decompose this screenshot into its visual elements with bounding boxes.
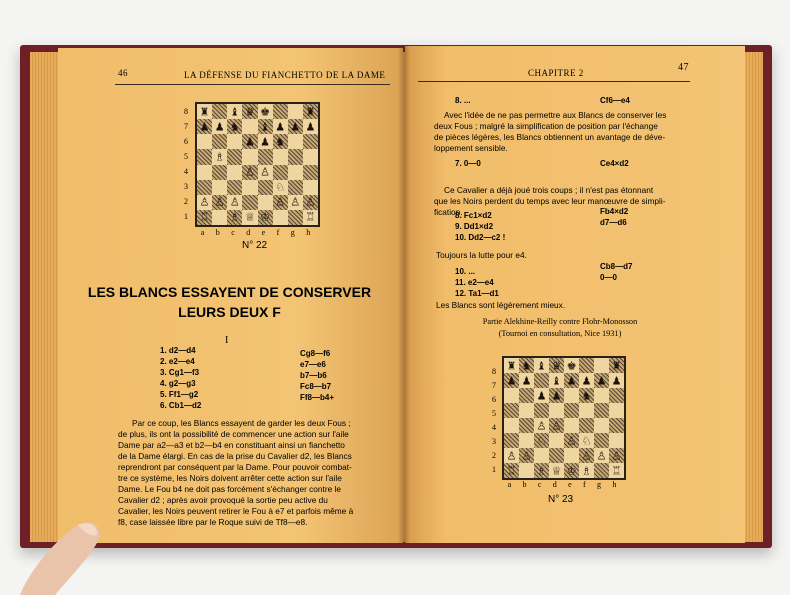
- move-line: Fc8—b7: [300, 382, 332, 391]
- board-square: [609, 388, 624, 403]
- move-line: Cg8—f6: [300, 349, 331, 358]
- moves-block-1-black: Fb4×d2 d7—d6: [600, 207, 629, 227]
- board-square: [227, 165, 242, 180]
- section-title-line-2: LEURS DEUX F: [178, 304, 281, 320]
- board-square: [227, 104, 242, 119]
- chess-diagram-23: [502, 356, 626, 480]
- board-square: [519, 358, 534, 373]
- chess-piece-icon: ♛: [551, 359, 562, 372]
- board-square: [579, 433, 594, 448]
- move-line: 8. ...: [455, 96, 471, 105]
- board-square: [258, 195, 273, 210]
- chess-piece-icon: ♟: [305, 120, 316, 134]
- board-square: [212, 149, 227, 164]
- chess-piece-icon: ♙: [566, 434, 577, 447]
- chess-piece-icon: ♙: [199, 195, 210, 209]
- board-square: [227, 195, 242, 210]
- board-square: [258, 149, 273, 164]
- chess-piece-icon: ♜: [305, 105, 316, 119]
- chess-piece-icon: ♚: [260, 105, 270, 119]
- chess-piece-icon: ♞: [275, 135, 286, 149]
- board-square: [579, 388, 594, 403]
- chess-piece-icon: ♝: [260, 120, 270, 134]
- chess-piece-icon: ♞: [521, 359, 532, 372]
- board-square: [549, 358, 564, 373]
- chess-piece-icon: ♖: [305, 210, 316, 224]
- chess-piece-icon: ♟: [245, 135, 255, 149]
- diagram-23-ranks: 8 7 6 5 4 3 2 1: [492, 366, 496, 474]
- board-square: [212, 165, 227, 180]
- board-square: [564, 403, 579, 418]
- chess-piece-icon: ♗: [214, 150, 225, 164]
- board-square: [227, 180, 242, 195]
- board-square: [549, 388, 564, 403]
- chess-piece-icon: ♝: [551, 374, 562, 387]
- chess-piece-icon: ♘: [275, 180, 286, 194]
- board-square: [303, 134, 318, 149]
- board-square: [504, 463, 519, 478]
- board-square: [609, 403, 624, 418]
- chess-piece-icon: ♙: [596, 449, 607, 462]
- board-square: [258, 165, 273, 180]
- chess-piece-icon: ♞: [581, 389, 592, 402]
- board-square: [534, 358, 549, 373]
- section-title-line-1: LES BLANCS ESSAYENT DE CONSERVER: [87, 284, 372, 300]
- board-square: [564, 388, 579, 403]
- board-square: [242, 210, 257, 225]
- board-square: [197, 134, 212, 149]
- chess-piece-icon: ♖: [506, 464, 517, 477]
- chess-piece-icon: ♟: [611, 374, 622, 387]
- board-square: [594, 373, 609, 388]
- board-square: [303, 165, 318, 180]
- evaluation-note: Les Blancs sont légèrement mieux.: [436, 300, 566, 310]
- board-square: [212, 119, 227, 134]
- move-line: 1. d2—d4: [160, 346, 196, 355]
- chess-piece-icon: ♙: [521, 449, 532, 462]
- diagram-23-files: a b c d e f g h: [507, 480, 617, 489]
- diagram-23-number: N° 23: [548, 494, 574, 505]
- struggle-note: Toujours la lutte pour e4.: [436, 250, 527, 260]
- board-square: [227, 119, 242, 134]
- board-square: [564, 418, 579, 433]
- book-gutter: [398, 46, 410, 544]
- board-square: [273, 210, 288, 225]
- chess-piece-icon: ♖: [199, 210, 210, 224]
- chess-piece-icon: ♙: [506, 449, 517, 462]
- board-square: [609, 433, 624, 448]
- move-line: 6. Cb1—d2: [160, 401, 202, 410]
- board-square: [258, 119, 273, 134]
- board-square: [212, 180, 227, 195]
- board-square: [519, 463, 534, 478]
- board-square: [594, 433, 609, 448]
- board-square: [609, 463, 624, 478]
- board-square: [303, 119, 318, 134]
- board-square: [197, 195, 212, 210]
- board-square: [519, 403, 534, 418]
- chess-piece-icon: ♕: [551, 464, 562, 477]
- diagram-22-ranks: 8 7 6 5 4 3 2 1: [184, 107, 188, 221]
- moves-white-column: [160, 345, 201, 411]
- move-line: 5. Ff1—g2: [160, 390, 199, 399]
- board-square: [258, 210, 273, 225]
- chess-piece-icon: ♛: [245, 105, 255, 119]
- chess-piece-icon: ♚: [566, 359, 577, 372]
- board-square: [594, 418, 609, 433]
- board-square: [288, 149, 303, 164]
- chess-piece-icon: ♟: [506, 374, 517, 387]
- move-line: 7. 0—0: [455, 159, 481, 168]
- chess-piece-icon: ♘: [581, 434, 592, 447]
- board-square: [197, 104, 212, 119]
- board-square: [609, 358, 624, 373]
- right-header-rule: [418, 81, 690, 82]
- board-square: [288, 195, 303, 210]
- board-square: [504, 373, 519, 388]
- move-line: Cf6—e4: [600, 96, 630, 105]
- board-square: [579, 418, 594, 433]
- board-square: [212, 134, 227, 149]
- chess-piece-icon: ♙: [214, 195, 225, 209]
- board-square: [303, 210, 318, 225]
- right-paragraph-2: Ce Cavalier a déjà joué trois coups ; il n'est pas étonnant que les Noirs perdent du temps avec leur manœuvre de simpli- fication.: [434, 185, 666, 217]
- left-paragraph: Par ce coup, les Blancs essayent de garder les deux Fous ; de plus, ils ont la possibilité de commencer une action sur l'aile Dame par a2—a3 et b2—b4 en constituant ainsi un fianchetto de la Dame élargi. En cas de la prise du Cavalier d2, les Blancs reprendront par conséquent par la Dame. Pour pouvoir combat- tre ce système, les Noirs doivent arrêter cette action sur l'aile Dame. Le Fou b4 ne doit pas forcément s'échanger contre le Cavalier d2 ; après avoir provoqué la sortie peu active du Cavalier, les Noirs peuvent retirer le Fou à e7 et parfois même à f8, case laissée libre par le Roque suivi de Tf8—e8.: [118, 418, 354, 527]
- finger-image: [0, 515, 105, 595]
- right-page-number: 47: [678, 62, 689, 73]
- board-square: [242, 195, 257, 210]
- left-running-header: LA DÉFENSE DU FIANCHETTO DE LA DAME: [184, 70, 386, 80]
- board-square: [519, 433, 534, 448]
- board-square: [549, 448, 564, 463]
- board-square: [534, 418, 549, 433]
- move-line: e7—e6: [300, 360, 326, 369]
- board-square: [504, 358, 519, 373]
- board-square: [534, 373, 549, 388]
- board-square: [212, 210, 227, 225]
- board-square: [564, 358, 579, 373]
- board-square: [579, 358, 594, 373]
- move-line: Ff8—b4+: [300, 393, 335, 402]
- board-square: [594, 358, 609, 373]
- chess-piece-icon: ♜: [506, 359, 517, 372]
- board-square: [273, 149, 288, 164]
- board-square: [242, 119, 257, 134]
- left-page-number: 46: [118, 68, 128, 78]
- chess-piece-icon: ♔: [260, 210, 270, 224]
- board-square: [504, 418, 519, 433]
- board-square: [273, 134, 288, 149]
- board-square: [534, 448, 549, 463]
- board-square: [579, 403, 594, 418]
- chess-piece-icon: ♗: [581, 464, 592, 477]
- chess-piece-icon: ♙: [551, 419, 562, 432]
- board-square: [534, 403, 549, 418]
- board-square: [504, 433, 519, 448]
- board-square: [519, 373, 534, 388]
- chess-piece-icon: ♟: [260, 135, 270, 149]
- tournament-caption: (Tournoi en consultation, Nice 1931): [498, 329, 622, 338]
- chess-piece-icon: ♟: [214, 120, 225, 134]
- board-square: [197, 119, 212, 134]
- chess-piece-icon: ♙: [305, 195, 316, 209]
- board-square: [273, 195, 288, 210]
- board-square: [579, 463, 594, 478]
- chess-piece-icon: ♟: [566, 374, 577, 387]
- chess-piece-icon: ♗: [536, 464, 547, 477]
- move-line: 2. e2—e4: [160, 357, 195, 366]
- board-square: [273, 119, 288, 134]
- board-square: [227, 210, 242, 225]
- board-square: [273, 104, 288, 119]
- board-square: [303, 180, 318, 195]
- chess-piece-icon: ♝: [229, 105, 240, 119]
- board-square: [549, 463, 564, 478]
- board-square: [273, 180, 288, 195]
- chess-piece-icon: ♟: [521, 374, 532, 387]
- board-square: [504, 448, 519, 463]
- chess-piece-icon: ♟: [275, 120, 286, 134]
- right-paragraph-1: Avec l'idée de ne pas permettre aux Blancs de conserver les deux Fous ; malgré la simplification de position par l'échange de pièces légères, les Blancs obtiennent un avantage de déve- loppement sensible.: [434, 110, 667, 153]
- chess-piece-icon: ♙: [290, 195, 301, 209]
- board-square: [288, 119, 303, 134]
- move-line: b7—b6: [300, 371, 327, 380]
- board-square: [242, 165, 257, 180]
- chess-piece-icon: ♙: [581, 449, 592, 462]
- chess-piece-icon: ♙: [275, 195, 286, 209]
- moves-block-2-white: 10. ... 11. e2—e4 12. Ta1—d1: [455, 267, 499, 298]
- board-square: [242, 180, 257, 195]
- board-square: [564, 373, 579, 388]
- board-square: [504, 403, 519, 418]
- board-square: [242, 134, 257, 149]
- board-square: [303, 104, 318, 119]
- board-square: [579, 448, 594, 463]
- board-square: [227, 149, 242, 164]
- board-square: [273, 165, 288, 180]
- board-square: [594, 403, 609, 418]
- board-square: [258, 134, 273, 149]
- chess-diagram-22: [195, 102, 320, 227]
- board-square: [564, 463, 579, 478]
- chess-piece-icon: ♟: [581, 374, 592, 387]
- board-square: [609, 418, 624, 433]
- chess-piece-icon: ♜: [611, 359, 622, 372]
- chapter-header: CHAPITRE 2: [528, 68, 584, 78]
- chess-piece-icon: ♙: [245, 165, 255, 179]
- board-square: [519, 448, 534, 463]
- board-square: [549, 403, 564, 418]
- board-square: [609, 373, 624, 388]
- chess-piece-icon: ♟: [290, 120, 301, 134]
- board-square: [288, 210, 303, 225]
- board-square: [519, 418, 534, 433]
- board-square: [197, 165, 212, 180]
- left-header-rule: [115, 84, 390, 85]
- chess-piece-icon: ♘: [536, 434, 547, 447]
- chess-piece-icon: ♖: [611, 464, 622, 477]
- section-roman-numeral: I: [225, 335, 229, 346]
- diagram-22-number: N° 22: [242, 240, 268, 251]
- board-square: [197, 210, 212, 225]
- chess-piece-icon: ♗: [229, 210, 240, 224]
- move-line: 4. g2—g3: [160, 379, 196, 388]
- board-square: [242, 149, 257, 164]
- move-line: Ce4×d2: [600, 159, 629, 168]
- moves-block-1-white: 8. Fc1×d2 9. Dd1×d2 10. Dd2—c2 !: [455, 211, 506, 242]
- board-square: [258, 180, 273, 195]
- board-square: [212, 104, 227, 119]
- board-square: [609, 448, 624, 463]
- board-square: [594, 448, 609, 463]
- board-square: [288, 134, 303, 149]
- board-square: [258, 104, 273, 119]
- game-caption: Partie Alekhine-Reilly contre Flohr-Monosson: [482, 317, 638, 326]
- board-square: [534, 433, 549, 448]
- move-line: 3. Cg1—f3: [160, 368, 200, 377]
- board-square: [549, 418, 564, 433]
- chess-piece-icon: ♟: [551, 389, 562, 402]
- moves-black-column: [300, 348, 334, 403]
- board-square: [594, 463, 609, 478]
- board-square: [197, 180, 212, 195]
- chess-piece-icon: ♔: [566, 464, 577, 477]
- chess-piece-icon: ♙: [260, 165, 270, 179]
- board-square: [564, 448, 579, 463]
- chess-piece-icon: ♕: [245, 210, 255, 224]
- board-square: [288, 104, 303, 119]
- chess-piece-icon: ♟: [536, 389, 547, 402]
- chess-piece-icon: ♜: [199, 105, 210, 119]
- board-square: [197, 149, 212, 164]
- chess-piece-icon: ♟: [199, 120, 210, 134]
- board-square: [534, 388, 549, 403]
- board-square: [288, 180, 303, 195]
- chess-piece-icon: ♙: [611, 449, 622, 462]
- board-square: [212, 195, 227, 210]
- board-square: [227, 134, 242, 149]
- chess-piece-icon: ♙: [229, 195, 240, 209]
- moves-block-2-black: Cb8—d7 0—0: [600, 262, 633, 282]
- board-square: [303, 195, 318, 210]
- board-square: [288, 165, 303, 180]
- board-square: [594, 388, 609, 403]
- board-square: [564, 433, 579, 448]
- chess-piece-icon: ♝: [536, 359, 547, 372]
- diagram-22-files: a b c d e f g h: [200, 228, 311, 237]
- board-square: [303, 149, 318, 164]
- board-square: [579, 373, 594, 388]
- board-square: [534, 463, 549, 478]
- chess-piece-icon: ♟: [596, 374, 607, 387]
- board-square: [519, 388, 534, 403]
- board-square: [549, 373, 564, 388]
- chess-piece-icon: ♞: [229, 120, 240, 134]
- board-square: [504, 388, 519, 403]
- board-square: [242, 104, 257, 119]
- board-square: [549, 433, 564, 448]
- chess-piece-icon: ♙: [536, 419, 547, 432]
